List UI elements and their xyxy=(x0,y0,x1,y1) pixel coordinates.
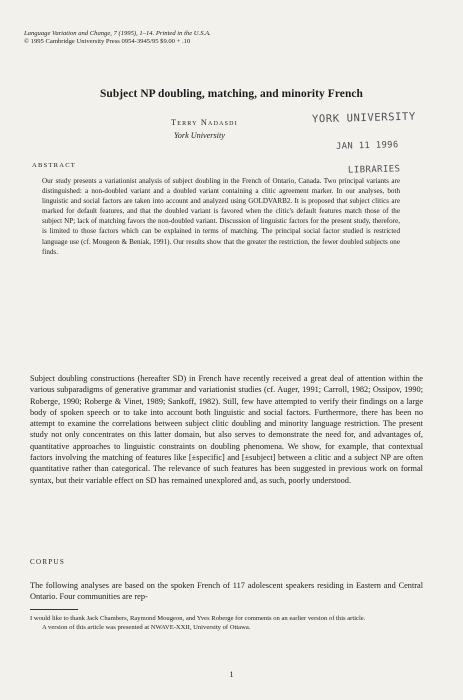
journal-citation-line2: © 1995 Cambridge University Press 0954-3945/95 $9.00 + .10 xyxy=(24,38,191,46)
library-stamp-libraries: LIBRARIES xyxy=(347,164,401,176)
introduction-paragraph: Subject doubling constructions (hereafter SD) in French have recently received a great deal of attention within the various subparadigms of generative grammar and variationist studies (cf. Auger, 1991; Carroll, 1982; Ossipov, 1990; Roberge, 1990; Roberge & Vinet, 1989; Sankoff, 1982). Still, few have attempted to verify their findings on a large body of spoken speech or to take into account both linguistic and social factors. Furthermore, there has been no attempt to examine the correlations between subject clitic doubling and minority language restriction. The present study not only concentrates on this latter domain, but also serves to demonstrate the need for, and advantages of, quantitative approaches to linguistic constraints on doubling phenomena. We show, for example, that contextual factors involving the matching of features like [±specific] and [±subject] between a clitic and a subject NP are often quantitative rather than categorical. The relevance of such features has been suggested in previous work on formal syntax, but their variable effect on SD has remained unexplored and, as such, poorly understood. xyxy=(30,374,423,485)
library-stamp-date: JAN 11 1996 xyxy=(335,140,399,152)
journal-citation xyxy=(24,30,211,47)
library-stamp-university: YORK UNIVERSITY xyxy=(311,110,416,126)
footnote-presentation: A version of this article was presented at NWAVE-XXII, University of Ottawa. xyxy=(42,624,251,631)
journal-citation-line1: Language Variation and Change, 7 (1995), 1–14. Printed in the U.S.A. xyxy=(24,30,211,37)
page-number: 1 xyxy=(229,670,234,679)
footnote-acknowledgement: I would like to thank Jack Chambers, Raymond Mougeon, and Yves Roberge for comments on an earlier version of this article. xyxy=(30,615,366,622)
footnote-divider xyxy=(30,609,78,610)
footnotes xyxy=(30,614,423,632)
corpus-paragraph: The following analyses are based on the spoken French of 117 adolescent speakers residing in Eastern and Central Ontario. Four communities are rep- xyxy=(30,581,423,602)
section-heading-corpus: CORPUS xyxy=(30,558,66,566)
author-name: Terry Nadasdi xyxy=(171,118,238,127)
author-affiliation: York University xyxy=(174,131,225,140)
abstract-heading: ABSTRACT xyxy=(32,162,77,169)
abstract-text: Our study presents a variationist analysis of subject doubling in the French of Ontario, Canada. Two principal variants are distinguished: a non-doubled variant and a doubled variant containing a clitic agreement marker. In our analyses, both linguistic and social factors are taken into account and analyzed using GOLDVARB2. It is proposed that subject clitics are marked for default features, and that the doubled variant is favored when the clitic's default features match those of the subject NP; lack of matching favors the non-doubled variant. Discussion of linguistic factors for the present study, therefore, is limited to those factors which can be explained in terms of matching. The principal social factor studied is restricted language use (cf. Mougeon & Beniak, 1991). Our results show that the greater the restriction, the fewer doubled subjects one finds. xyxy=(42,177,400,256)
article-title: Subject NP doubling, matching, and minority French xyxy=(99,88,363,100)
